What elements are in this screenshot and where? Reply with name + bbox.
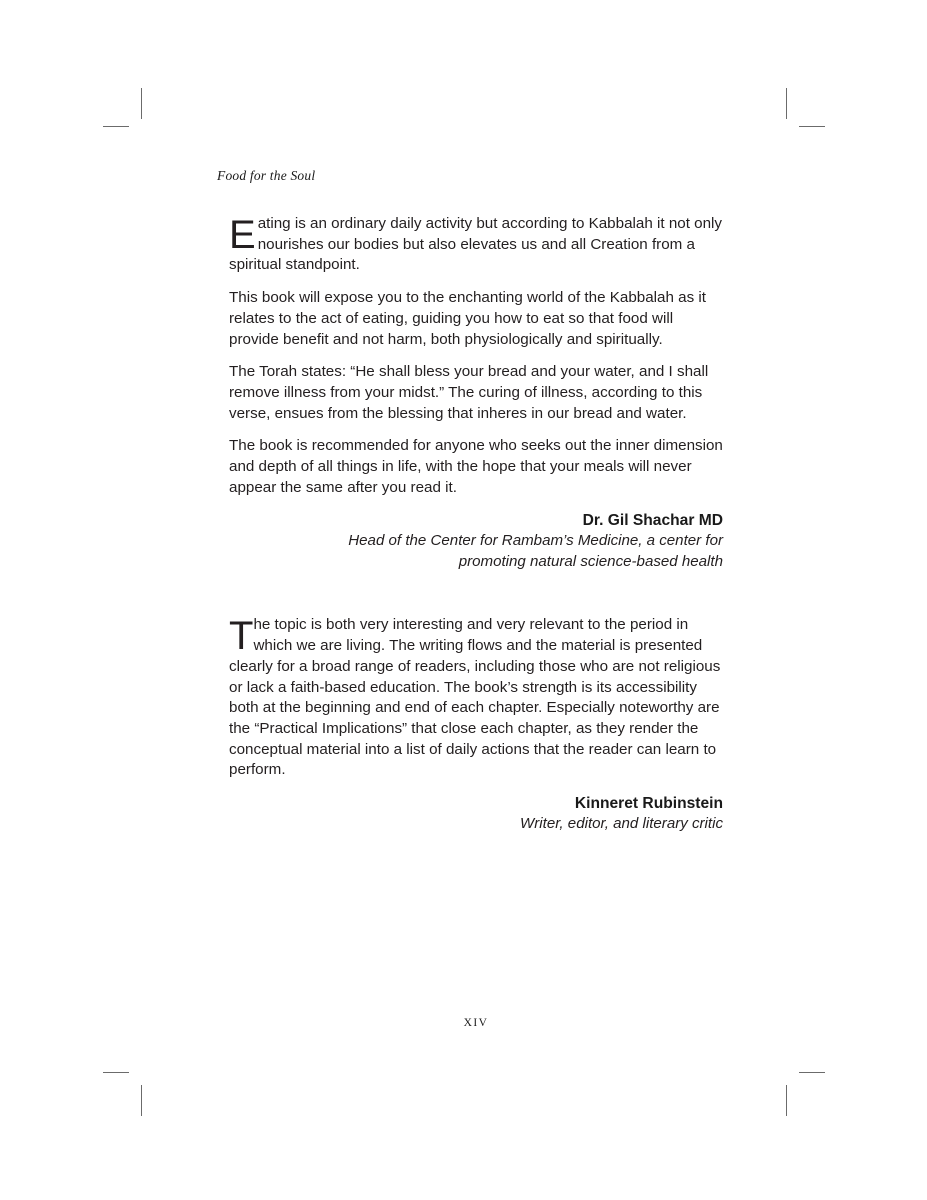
testimonial-block-two (229, 615, 723, 834)
running-head: Food for the Soul (217, 168, 316, 183)
attribution-role-line: Head of the Center for Rambam’s Medicine, a center for (348, 532, 723, 550)
crop-mark-bottom-right-vertical (786, 1085, 787, 1116)
attribution-name: Dr. Gil Shachar MD (582, 512, 723, 530)
testimonial-block-one (229, 214, 723, 572)
page-content (229, 214, 723, 835)
attribution-one (229, 510, 723, 572)
crop-mark-bottom-left-horizontal (103, 1072, 129, 1073)
crop-mark-top-left-vertical (141, 88, 142, 119)
drop-cap-letter: E (229, 213, 256, 257)
attribution-role-line: promoting natural science-based health (458, 552, 723, 570)
crop-mark-top-right-vertical (786, 88, 787, 119)
paragraph: The book is recommended for anyone who seeks out the inner dimension and depth of all things in life, with the hope that your meals will never appear the same after you read it. (229, 437, 723, 496)
attribution-role-line: Writer, editor, and literary critic (520, 815, 723, 833)
crop-mark-bottom-right-horizontal (799, 1072, 825, 1073)
paragraph: The Torah states: “He shall bless your bread and your water, and I shall remove illness from your midst.” The curing of illness, according to this verse, ensues from the blessing that inheres in our bread and water. (229, 363, 709, 422)
paragraph (229, 615, 723, 781)
drop-cap-letter: T (229, 614, 253, 659)
crop-mark-top-left-horizontal (103, 126, 129, 127)
page-number: XIV (463, 1017, 489, 1029)
paragraph: This book will expose you to the enchanting world of the Kabbalah as it relates to the act of eating, guiding you how to eat so that food will provide benefit and not harm, both physiologically and spiritually. (229, 289, 707, 348)
paragraph (229, 214, 723, 276)
crop-mark-bottom-left-vertical (141, 1085, 142, 1116)
paragraph-text: ating is an ordinary daily activity but according to Kabbalah it not only nourishes our bodies but also elevates us and all Creation from a spiritual standpoint. (229, 215, 723, 274)
paragraph-text: he topic is both very interesting and very relevant to the period in which we are living. The writing flows and the material is presented clearly for a broad range of readers, including those who are not religious or lack a faith-based education. The book’s strength is its accessibility both at the beginning and end of each chapter. Especially noteworthy are the “Practical Implications” that close each chapter, as they render the conceptual material into a list of daily actions that the reader can learn to perform. (229, 616, 721, 779)
crop-mark-top-right-horizontal (799, 126, 825, 127)
attribution-name: Kinneret Rubinstein (574, 795, 723, 813)
page-text-block (217, 0, 723, 1200)
section-spacer (229, 585, 723, 615)
attribution-two (229, 793, 723, 835)
